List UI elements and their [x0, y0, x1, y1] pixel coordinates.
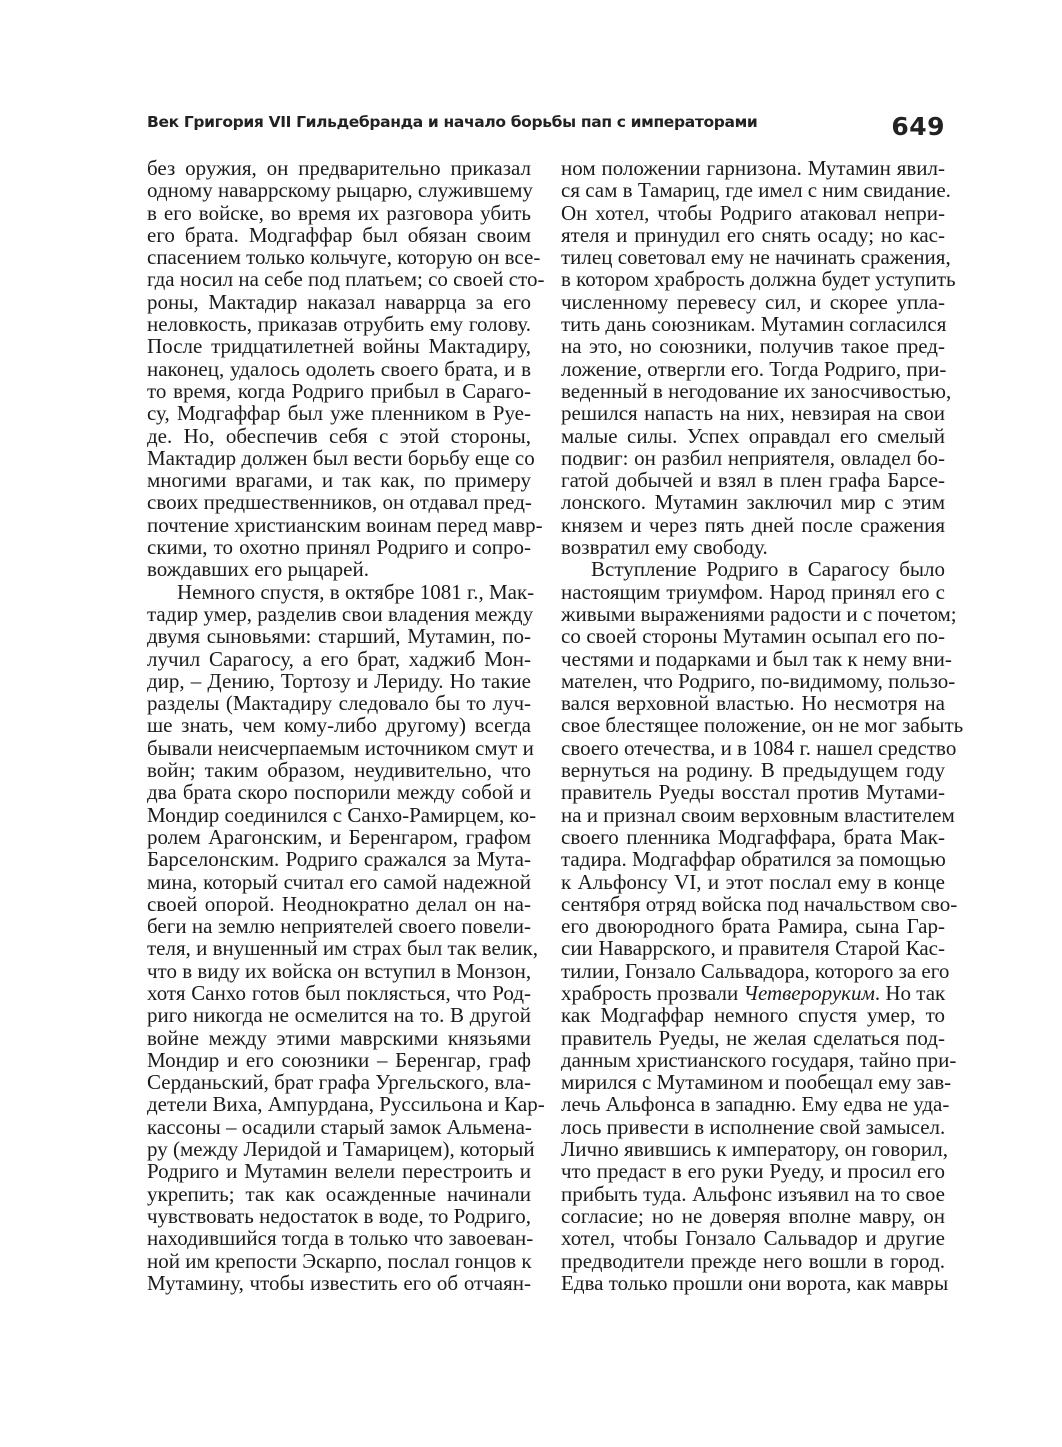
text-line: тить дань союзникам. Мутамин согласился — [561, 312, 947, 337]
text-line: два брата скоро поспорили между собой и — [147, 780, 531, 805]
text-line: без оружия, он предварительно приказал — [147, 156, 531, 180]
text-line: Барселонским. Родриго сражался за Мута- — [147, 847, 531, 872]
text-line: ятеля и принудил его снять осаду; но кас- — [561, 222, 945, 247]
text-line: со своей стороны Мутамин осыпал его по- — [561, 624, 945, 649]
text-line: укрепить; так как осажденные начинали — [147, 1181, 531, 1206]
text-line: что в виду их войска он вступил в Монзон, — [147, 958, 532, 983]
text-line: мирился с Мутамином и пообещал ему зав- — [561, 1070, 952, 1095]
text-line: ном положении гарнизона. Мутамин явил- — [561, 156, 945, 180]
text-line: в его войске, во время их разговора убить — [147, 200, 531, 225]
text-line: сентября отряд войска под начальством сво- — [561, 891, 958, 916]
text-line: князем и через пять дней после сражения — [561, 512, 945, 537]
text-line: де. Но, обеспечив себя с этой стороны, — [147, 423, 531, 448]
text-line: настоящим триумфом. Народ принял его с — [561, 579, 945, 604]
text-line: в котором храбрость должна будет уступить — [561, 267, 956, 292]
text-line: вождавших его рыцарей. — [147, 557, 369, 582]
text-line: детели Виха, Ампурдана, Руссильона и Кар- — [147, 1092, 545, 1117]
text-line: хотя Санхо готов был поклясться, что Род- — [147, 980, 531, 1005]
text-line: веденный в негодование их заносчивостью, — [561, 378, 952, 403]
text-line: ной им крепости Эскарпо, послал гонцов к — [147, 1248, 532, 1273]
text-line: лонского. Мутамин заключил мир с этим — [561, 490, 945, 515]
text-line — [561, 982, 945, 1004]
text-line: находившийся тогда в только что завоеван- — [147, 1226, 534, 1251]
text-line: предводители прежде него вошли в город. — [561, 1248, 945, 1273]
text-line: правитель Руеды восстал против Мутами- — [561, 780, 945, 805]
emphasis: Четвероруким — [743, 980, 875, 1005]
text-line: одному наваррскому рыцарю, служившему — [147, 178, 533, 203]
text-line: возвратил ему свободу. — [561, 535, 768, 560]
text-line: его брата. Модгаффар был обязан своим — [147, 222, 531, 247]
running-head: Век Григория VII Гильдебранда и начало борьбы пап с императорами — [147, 113, 758, 131]
text-line: су, Модгаффар был уже пленником в Руе- — [147, 401, 531, 426]
text-line: двумя сыновьями: старший, Мутамин, по- — [147, 624, 531, 649]
text-line: лучил Сарагосу, а его брат, хаджиб Мон- — [147, 646, 531, 671]
text-run: . Но так — [874, 980, 946, 1005]
text-line: малые силы. Успех оправдал его смелый — [561, 423, 945, 448]
text-line: своей опорой. Неоднократно делал он на- — [147, 891, 531, 916]
text-line: данным христианского государя, тайно при- — [561, 1047, 957, 1072]
text-line: прибыть туда. Альфонс изъявил на то свое — [561, 1181, 945, 1206]
text-line: сии Наваррского, и правителя Старой Кас- — [561, 936, 945, 961]
text-line: вался верховной властью. Но несмотря на — [561, 691, 945, 716]
text-line: согласие; но не доверяя вполне мавру, он — [561, 1203, 945, 1228]
text-line: численному перевесу сил, и скорее упла- — [561, 289, 945, 314]
text-line: Родриго и Мутамин велели перестроить и — [147, 1159, 531, 1184]
text-line: ролем Арагонским, и Беренгаром, графом — [147, 824, 531, 849]
text-line: лось привести в исполнение свой замысел. — [561, 1114, 946, 1139]
text-line: своих предшественников, он отдавал пред- — [147, 490, 532, 515]
text-line: кассоны – осадили старый замок Альмена- — [147, 1114, 532, 1139]
text-line: хотел, чтобы Гонзало Сальвадор и другие — [561, 1226, 945, 1251]
text-line: своего пленника Модгаффара, брата Мак- — [561, 824, 945, 849]
text-line: спасением только кольчуге, которую он все- — [147, 245, 541, 270]
text-run: храбрость прозвали — [561, 980, 744, 1005]
text-line: на и признал своим верховным властителем — [561, 802, 955, 827]
text-line: честями и подарками и был так к нему вни- — [561, 646, 952, 671]
text-line: чувствовать недостаток в воде, то Родриго, — [147, 1203, 531, 1228]
text-line: мина, который считал его самой надежной — [147, 869, 531, 894]
text-line: тадира. Модгаффар обратился за помощью — [561, 847, 946, 872]
text-line: ше знать, чем кому-либо другому) всегда — [147, 713, 531, 738]
text-line: скими, то охотно принял Родриго и сопро- — [147, 535, 531, 560]
text-line: гатой добычей и взял в плен графа Барсе- — [561, 468, 945, 493]
text-line: свое блестящее положение, он не мог забыть — [561, 713, 964, 738]
text-line: наконец, удалось одолеть своего брата, и в — [147, 356, 531, 381]
text-line: подвиг: он разбил неприятеля, овладел бо- — [561, 445, 945, 470]
text-line: мателен, что Родриго, по-видимому, пользо- — [561, 668, 956, 693]
text-line: ру (между Леридой и Тамарицем), который — [147, 1137, 535, 1162]
text-line: Вступление Родриго в Сарагосу было — [591, 557, 945, 582]
text-line: войне между этими маврскими князьями — [147, 1025, 531, 1050]
text-line: Мутамину, чтобы известить его об отчаян- — [147, 1270, 531, 1295]
text-line: роны, Мактадир наказал наваррца за его — [147, 289, 531, 314]
text-line: своего отечества, и в 1084 г. нашел средство — [561, 735, 957, 760]
text-line: его двоюродного брата Рамира, сына Гар- — [561, 914, 945, 939]
text-line: Едва только прошли они ворота, как мавры — [561, 1270, 949, 1295]
text-line: Серданьский, брат графа Ургельского, вла- — [147, 1070, 531, 1095]
text-line: почтение христианским воинам перед мавр- — [147, 512, 543, 537]
text-line: тилец советовал ему не начинать сражения, — [561, 245, 951, 270]
text-line: риго никогда не осмелится на то. В другой — [147, 1003, 531, 1028]
text-line: на это, но союзники, получив такое пред- — [561, 334, 945, 359]
text-line: лечь Альфонса в западню. Ему едва не уда- — [561, 1092, 950, 1117]
text-line: теля, и внушенный им страх был так велик, — [147, 936, 538, 961]
text-line: правитель Руеды, не желая сделаться под- — [561, 1025, 945, 1050]
text-line: дир, – Дению, Тортозу и Лериду. Но такие — [147, 668, 531, 693]
text-line: тилии, Гонзало Сальвадора, которого за его — [561, 958, 950, 983]
text-line: Мондир и его союзники – Беренгар, граф — [147, 1047, 531, 1072]
text-line: вернуться на родину. В предыдущем году — [561, 758, 945, 783]
text-line: что предаст в его руки Руеду, и просил его — [561, 1159, 945, 1184]
text-line: решился напасть на них, невзирая на свои — [561, 401, 945, 426]
text-line: живыми выражениями радости и с почетом; — [561, 601, 957, 626]
text-line: к Альфонсу VI, и этот послал ему в конце — [561, 869, 945, 894]
text-line: бывали неисчерпаемым источником смут и — [147, 735, 534, 760]
text-line: многими врагами, и так как, по примеру — [147, 468, 531, 493]
text-column-right — [561, 156, 964, 1295]
text-line: то время, когда Родриго прибыл в Сараго- — [147, 378, 531, 403]
text-column-left — [147, 156, 545, 1295]
text-line: как Модгаффар немного спустя умер, то — [561, 1003, 945, 1028]
text-line: неловкость, приказав отрубить ему голову. — [147, 312, 531, 337]
text-line: гда носил на себе под платьем; со своей сто- — [147, 267, 545, 292]
text-line: беги на землю неприятелей своего повели- — [147, 914, 531, 939]
text-line: Мактадир должен был вести борьбу еще со — [147, 445, 535, 470]
text-line: тадир умер, разделив свои владения между — [147, 601, 534, 626]
text-line: Он хотел, чтобы Родриго атаковал непри- — [561, 200, 945, 225]
page-number: 649 — [891, 112, 945, 141]
text-line: ся сам в Тамариц, где имел с ним свидание. — [561, 178, 951, 203]
text-line: войн; таким образом, неудивительно, что — [147, 758, 531, 783]
text-line: После тридцатилетней войны Мактадиру, — [147, 334, 531, 359]
text-line: ложение, отвергли его. Тогда Родриго, при- — [561, 356, 947, 381]
text-line: Мондир соединился с Санхо-Рамирцем, ко- — [147, 802, 537, 827]
text-line: Немного спустя, в октябре 1081 г., Мак- — [177, 579, 535, 604]
text-line: разделы (Мактадиру следовало бы то луч- — [147, 691, 531, 716]
text-line: Лично явившись к императору, он говорил, — [561, 1137, 948, 1162]
